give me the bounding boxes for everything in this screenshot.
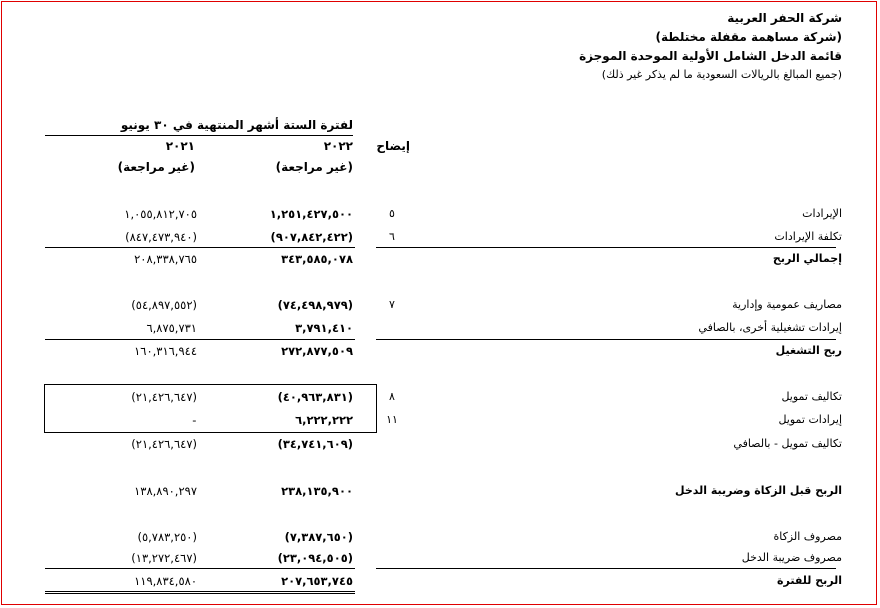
row-2022-profit-for-period: ٢٠٧,٦٥٣,٧٤٥ [281,574,353,588]
row-label-zakat-expense: مصروف الزكاة [773,530,842,543]
row-2021-other-operating-income: ٦,٨٧٥,٧٣١ [146,321,197,335]
row-2021-finance-income: - [192,413,197,427]
statement-title: قائمة الدخل الشامل الأولية الموحدة الموجزة [579,49,842,63]
row-note-revenue: ٥ [389,207,395,220]
row-note-cost-of-revenue: ٦ [389,230,395,243]
total-line-top [45,591,355,592]
unaudited-2022: (غير مراجعة) [275,160,353,174]
row-2021-cost-of-revenue: (٨٤٧,٤٧٣,٩٤٠) [125,230,197,244]
row-2022-cost-of-revenue: (٩٠٧,٨٤٢,٤٢٢) [270,230,353,244]
label-rule-1 [376,247,836,248]
row-note-finance-costs: ٨ [389,390,395,403]
row-2021-revenue: ١,٠٥٥,٨١٢,٧٠٥ [124,207,197,221]
row-label-profit-for-period: الربح للفترة [777,574,842,587]
period-header: لفترة الستة أشهر المنتهية في ٣٠ يونيو [120,118,353,132]
row-2022-profit-before-zakat: ٢٣٨,١٣٥,٩٠٠ [281,484,353,498]
row-2021-profit-before-zakat: ١٣٨,٨٩٠,٢٩٧ [134,484,197,498]
row-2022-zakat-expense: (٧,٣٨٧,٦٥٠) [284,530,353,544]
row-note-finance-income: ١١ [386,413,398,426]
row-label-other-operating-income: إيرادات تشغيلية أخرى، بالصافي [698,321,842,334]
row-2022-other-operating-income: ٣,٧٩١,٤١٠ [295,321,353,335]
row-label-revenue: الإيرادات [802,207,842,220]
row-label-profit-before-zakat: الربح قبل الزكاة وضريبة الدخل [675,484,842,497]
row-label-net-finance-costs: تكاليف تمويل - بالصافي [733,437,842,450]
year-2021-header: ٢٠٢١ [165,139,195,153]
note-header: إيضاح [376,139,410,153]
row-2022-revenue: ١,٢٥١,٤٢٧,٥٠٠ [269,207,353,221]
subtotal-line-3 [45,568,355,569]
subtotal-line-2 [45,339,355,340]
subtotal-line-1 [45,247,355,248]
row-2022-gross-profit: ٣٤٣,٥٨٥,٠٧٨ [281,252,353,266]
row-2021-operating-profit: ١٦٠,٣١٦,٩٤٤ [134,344,197,358]
row-label-finance-costs: تكاليف تمويل [781,390,842,403]
row-2022-income-tax-expense: (٢٣,٠٩٤,٥٠٥) [277,551,353,565]
row-2022-finance-income: ٦,٢٢٢,٢٢٢ [295,413,353,427]
row-label-operating-profit: ربح التشغيل [775,344,842,357]
row-2021-net-finance-costs: (٢١,٤٢٦,٦٤٧) [131,437,197,451]
row-2021-zakat-expense: (٥,٧٨٣,٢٥٠) [137,530,197,544]
row-2021-general-admin: (٥٤,٨٩٧,٥٥٢) [131,298,197,312]
row-2021-finance-costs: (٢١,٤٢٦,٦٤٧) [131,390,197,404]
row-label-income-tax-expense: مصروف ضريبة الدخل [741,551,842,564]
year-2022-header: ٢٠٢٢ [323,139,353,153]
row-2022-general-admin: (٧٤,٤٩٨,٩٧٩) [277,298,353,312]
row-label-gross-profit: إجمالي الربح [772,252,842,265]
unaudited-2021: (غير مراجعة) [117,160,195,174]
row-2022-finance-costs: (٤٠,٩٦٣,٨٣١) [277,390,353,404]
label-rule-2 [376,339,836,340]
row-2021-gross-profit: ٢٠٨,٣٣٨,٧٦٥ [134,252,197,266]
row-2021-income-tax-expense: (١٣,٢٧٢,٤٦٧) [131,551,197,565]
row-2021-profit-for-period: ١١٩,٨٣٤,٥٨٠ [134,574,197,588]
label-rule-3 [376,568,836,569]
total-line-bottom [45,593,355,594]
row-label-cost-of-revenue: تكلفة الإيرادات [774,230,842,243]
company-type: (شركة مساهمة مقفلة مختلطة) [655,30,842,44]
period-underline [45,135,353,136]
row-label-general-admin: مصاريف عمومية وإدارية [732,298,842,311]
currency-note: (جميع المبالغ بالريالات السعودية ما لم يذكر غير ذلك) [601,68,842,81]
row-label-finance-income: إيرادات تمويل [778,413,842,426]
row-2022-operating-profit: ٢٧٢,٨٧٧,٥٠٩ [281,344,353,358]
company-name: شركة الحفر العربية [727,11,842,25]
row-note-general-admin: ٧ [389,298,395,311]
row-2022-net-finance-costs: (٣٤,٧٤١,٦٠٩) [277,437,353,451]
